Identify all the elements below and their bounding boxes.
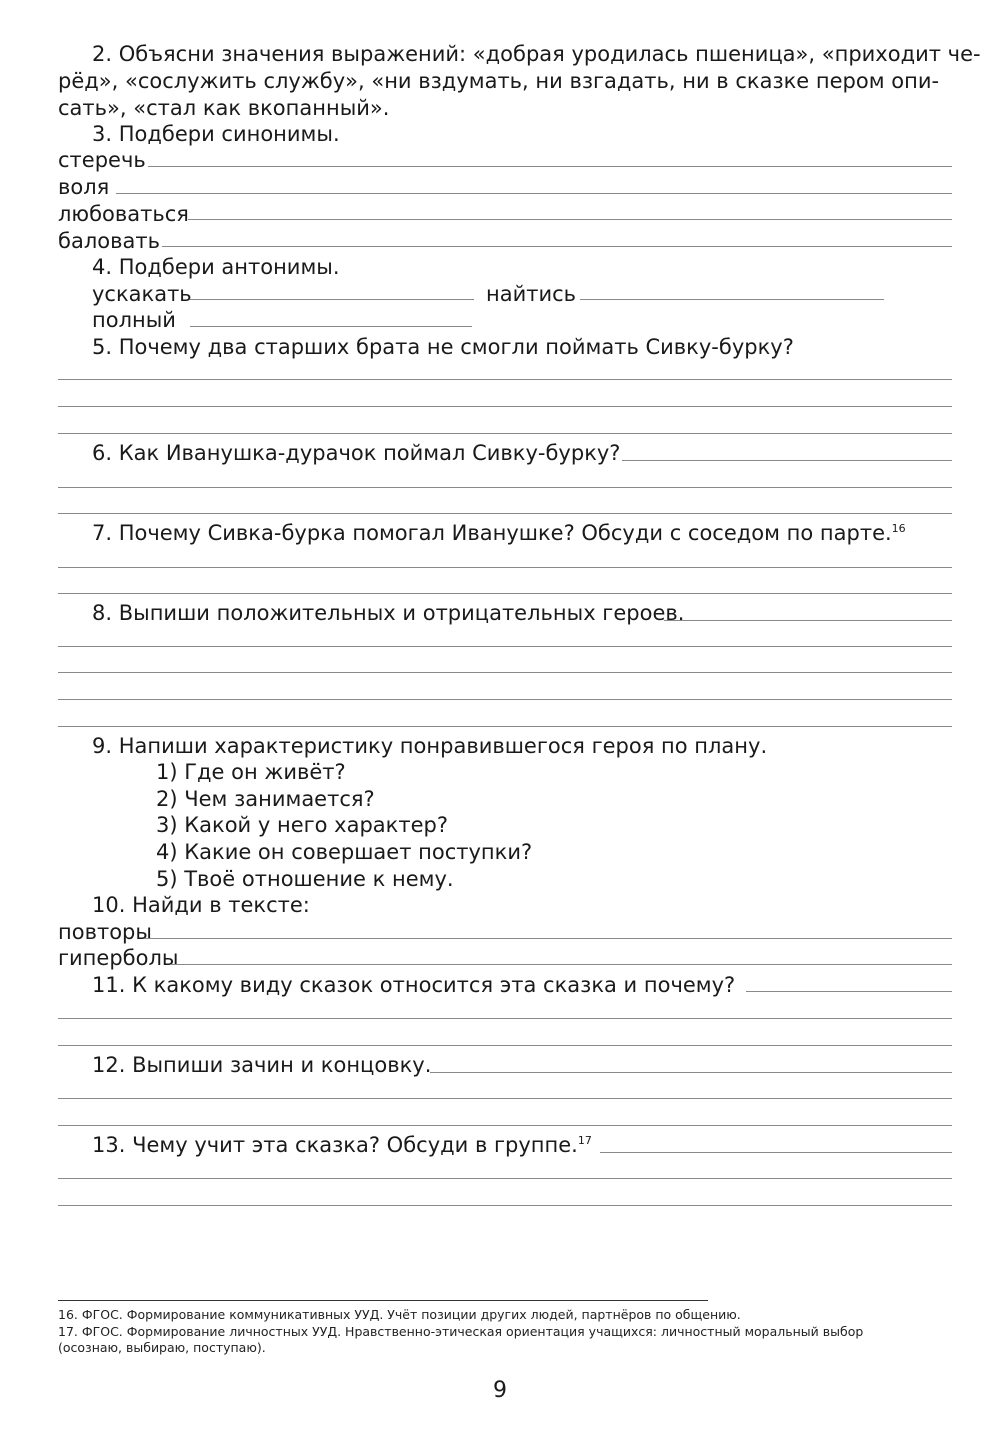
q3-title: 3. Подбери синонимы. xyxy=(92,122,340,146)
footnote-ref-17: 17 xyxy=(577,1134,592,1147)
antonym-word: полный xyxy=(92,308,176,332)
answer-line[interactable] xyxy=(58,379,952,380)
q2-line-2: рёд», «сослужить службу», «ни вздумать, ни взгадать, ни в сказке пером опи- xyxy=(58,69,940,93)
answer-line[interactable] xyxy=(190,326,472,327)
answer-line[interactable] xyxy=(430,1072,952,1073)
q6-text: 6. Как Иванушка-дурачок поймал Сивку-бурку? xyxy=(92,441,621,465)
q13-text xyxy=(92,1132,592,1158)
answer-line[interactable] xyxy=(190,299,474,300)
answer-line[interactable] xyxy=(58,406,952,407)
plan-item: 2) Чем занимается? xyxy=(156,787,375,811)
synonym-word: воля xyxy=(58,175,110,199)
q11-text: 11. К какому виду сказок относится эта сказка и почему? xyxy=(92,973,736,997)
answer-line[interactable] xyxy=(622,460,952,461)
answer-line[interactable] xyxy=(144,938,952,939)
find-word: повторы xyxy=(58,920,152,944)
answer-line[interactable] xyxy=(580,299,884,300)
answer-line[interactable] xyxy=(188,219,952,220)
answer-line[interactable] xyxy=(664,620,952,621)
answer-line[interactable] xyxy=(58,513,952,514)
find-word: гиперболы xyxy=(58,946,179,970)
answer-line[interactable] xyxy=(600,1152,952,1153)
answer-line[interactable] xyxy=(58,726,952,727)
answer-line[interactable] xyxy=(58,433,952,434)
answer-line[interactable] xyxy=(58,672,952,673)
antonym-word: найтись xyxy=(486,282,577,306)
q7-question: 7. Почему Сивка-бурка помогал Иванушке? Обсуди с соседом по парте. xyxy=(92,521,892,545)
synonym-word: стеречь xyxy=(58,148,146,172)
footnote-ref-16: 16 xyxy=(891,522,906,535)
plan-item: 5) Твоё отношение к нему. xyxy=(156,867,454,891)
answer-line[interactable] xyxy=(58,1125,952,1126)
q2-line-3: сать», «стал как вкопанный». xyxy=(58,96,390,120)
plan-item: 3) Какой у него характер? xyxy=(156,813,448,837)
answer-line[interactable] xyxy=(162,246,952,247)
q5-text: 5. Почему два старших брата не смогли поймать Сивку-бурку? xyxy=(92,335,794,359)
q10-title: 10. Найди в тексте: xyxy=(92,893,310,917)
answer-line[interactable] xyxy=(58,567,952,568)
antonym-word: ускакать xyxy=(92,282,192,306)
answer-line[interactable] xyxy=(58,487,952,488)
q4-title: 4. Подбери антонимы. xyxy=(92,255,340,279)
answer-line[interactable] xyxy=(58,1205,952,1206)
plan-item: 1) Где он живёт? xyxy=(156,760,346,784)
answer-line[interactable] xyxy=(170,964,952,965)
footnote-17-line-1: 17. ФГОС. Формирование личностных УУД. Нравственно-этическая ориентация учащихся: личностный моральный выбор xyxy=(58,1324,864,1339)
synonym-word: любоваться xyxy=(58,202,189,226)
footnote-17-line-2: (осознаю, выбираю, поступаю). xyxy=(58,1340,266,1355)
answer-line[interactable] xyxy=(58,593,952,594)
answer-line[interactable] xyxy=(116,193,952,194)
footnote-16: 16. ФГОС. Формирование коммуникативных УУД. Учёт позиции других людей, партнёров по общению. xyxy=(58,1307,741,1322)
answer-line[interactable] xyxy=(746,991,952,992)
answer-line[interactable] xyxy=(58,1045,952,1046)
answer-line[interactable] xyxy=(58,699,952,700)
answer-line[interactable] xyxy=(58,1178,952,1179)
plan-item: 4) Какие он совершает поступки? xyxy=(156,840,533,864)
q2-line-1: 2. Объясни значения выражений: «добрая уродилась пшеница», «приходит че- xyxy=(92,42,981,66)
q12-text: 12. Выпиши зачин и концовку. xyxy=(92,1053,432,1077)
q8-text: 8. Выпиши положительных и отрицательных героев. xyxy=(92,601,685,625)
page-number: 9 xyxy=(493,1378,507,1403)
footnote-divider xyxy=(58,1300,708,1301)
answer-line[interactable] xyxy=(58,1098,952,1099)
q9-title: 9. Напиши характеристику понравившегося героя по плану. xyxy=(92,734,768,758)
answer-line[interactable] xyxy=(58,646,952,647)
answer-line[interactable] xyxy=(58,1018,952,1019)
q13-question: 13. Чему учит эта сказка? Обсуди в группе. xyxy=(92,1133,578,1157)
answer-line[interactable] xyxy=(148,166,952,167)
synonym-word: баловать xyxy=(58,229,160,253)
q7-text xyxy=(92,520,906,546)
